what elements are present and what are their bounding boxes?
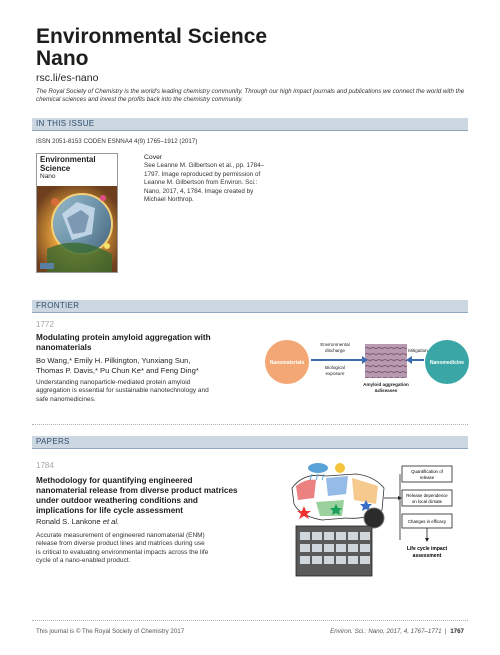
box-quantification-label-1: Quantification of xyxy=(411,469,443,474)
exposure-label-2: exposure xyxy=(325,371,345,376)
discharge-label-1: Environmental xyxy=(320,342,350,347)
title-line: Modulating protein amyloid aggregation with xyxy=(36,333,211,342)
amyloid-fibril-image xyxy=(365,344,407,378)
box-climate-label-1: Release dependence xyxy=(406,493,448,498)
section-bar-in-this-issue xyxy=(32,118,468,131)
journal-title-line1: Environmental Science xyxy=(36,25,268,48)
lca-arrowhead xyxy=(425,538,429,542)
authors-etal: et al. xyxy=(102,517,120,526)
cover-credit: See Leanne M. Gilbertson et al., pp. 1784–1797. Image reproduced by permission of Leanne M. Gilbertson from Environ. Sci.: Nano, 2017, 4, 1784. Image created by Michael Northrop. xyxy=(144,162,265,204)
amyloid-caption-1: Amyloid aggregation xyxy=(363,382,409,387)
frontier-abstract xyxy=(36,379,209,404)
cover-thumb-title-line: Science xyxy=(40,163,71,173)
footer-separator: | xyxy=(444,628,447,635)
abstract-line: aggregation is essential for sustainable nanotechnology and xyxy=(36,387,209,395)
papers-article-title-link[interactable] xyxy=(36,476,238,516)
journal-title xyxy=(36,26,366,70)
rsc-logo-icon xyxy=(40,263,54,269)
journal-intro: The Royal Society of Chemistry is the world's leading chemistry community. Through our high impact journals and publications we connect the world with the chemical sciences and invest the profits back into the chemistry community. xyxy=(36,88,465,104)
cover-label: Cover xyxy=(144,154,163,161)
abstract-line: release from diverse product lines and matrices during use xyxy=(36,540,205,548)
papers-graphical-abstract xyxy=(286,458,466,586)
box-efficacy-label: Changes in efficacy xyxy=(407,519,447,524)
sample-dish xyxy=(364,508,384,528)
divider xyxy=(32,424,468,425)
amyloid-caption-2: &diseases xyxy=(374,388,398,393)
abstract-line: Accurate measurement of engineered nanomaterial (ENM) xyxy=(36,532,205,539)
title-line: Methodology for quantifying engineered xyxy=(36,476,193,485)
cover-thumb-title-line: Nano xyxy=(40,173,56,180)
authors-line: Thomas P. Davis,* Pu Chun Ke* and Feng Ding* xyxy=(36,366,199,375)
lca-label-2: assessment xyxy=(412,553,442,559)
abstract-line: is critical to evaluating environmental impacts across the life xyxy=(36,548,209,556)
frontier-graphical-abstract xyxy=(262,322,472,404)
papers-page-number: 1784 xyxy=(36,461,54,470)
lca-label-1: Life cycle impact xyxy=(406,546,448,552)
abstract-line: safe nanomedicines. xyxy=(36,395,96,403)
frontier-page-number: 1772 xyxy=(36,320,54,329)
exposure-label-1: Biological xyxy=(325,365,345,370)
authors-main: Ronald S. Lankone xyxy=(36,517,103,526)
title-line: under outdoor weathering conditions and xyxy=(36,496,198,505)
region-blue xyxy=(326,476,348,496)
abstract-line: cycle of a nano-enabled product. xyxy=(36,557,131,565)
title-line: nanomaterial release from diverse product matrices xyxy=(36,486,238,495)
frontier-article-title-link[interactable] xyxy=(36,333,211,353)
sun-icon xyxy=(335,463,345,473)
discharge-label-2: discharge xyxy=(325,348,345,353)
box-quantification-label-2: release xyxy=(419,475,435,480)
journal-url-link[interactable]: rsc.li/es-nano xyxy=(36,72,99,84)
cover-thumb-title xyxy=(40,156,96,182)
footer-copyright: This journal is © The Royal Society of Chemistry 2017 xyxy=(36,628,185,635)
papers-abstract xyxy=(36,532,208,566)
mitigation-label: Mitigation xyxy=(408,348,428,353)
papers-authors xyxy=(36,517,119,527)
footer-divider xyxy=(32,620,468,621)
footer-page-number: 1767 xyxy=(450,628,464,635)
authors-line: Bo Wang,* Emily H. Pilkington, Yunxiang Sun, xyxy=(36,356,191,365)
section-label: IN THIS ISSUE xyxy=(36,119,95,128)
title-line: implications for life cycle assessment xyxy=(36,506,183,515)
frontier-authors xyxy=(36,356,199,376)
issue-meta: ISSN 2051-8153 CODEN ESNNA4 4(9) 1765–1912 (2017) xyxy=(36,138,198,145)
box-climate-label-2: on local climate xyxy=(411,499,443,504)
section-label: FRONTIER xyxy=(36,301,80,310)
footer-citation-text: Environ. Sci.: Nano, 2017, 4, 1767–1771 xyxy=(330,628,442,635)
cover-description xyxy=(144,154,272,204)
nanomedicine-label: Nanomedicine xyxy=(429,360,465,366)
abstract-line: Understanding nanoparticle-mediated protein amyloid xyxy=(36,379,191,386)
section-label: PAPERS xyxy=(36,437,70,446)
section-bar-papers xyxy=(32,436,468,449)
footer-citation xyxy=(330,628,464,635)
section-bar-frontier xyxy=(32,300,468,313)
title-line: nanomaterials xyxy=(36,343,92,352)
cover-thumbnail[interactable] xyxy=(36,153,118,273)
journal-title-line2: Nano xyxy=(36,47,89,70)
nanomaterials-label: Nanomaterials xyxy=(269,360,305,366)
cover-thumb-title-line: Environmental xyxy=(40,155,96,164)
